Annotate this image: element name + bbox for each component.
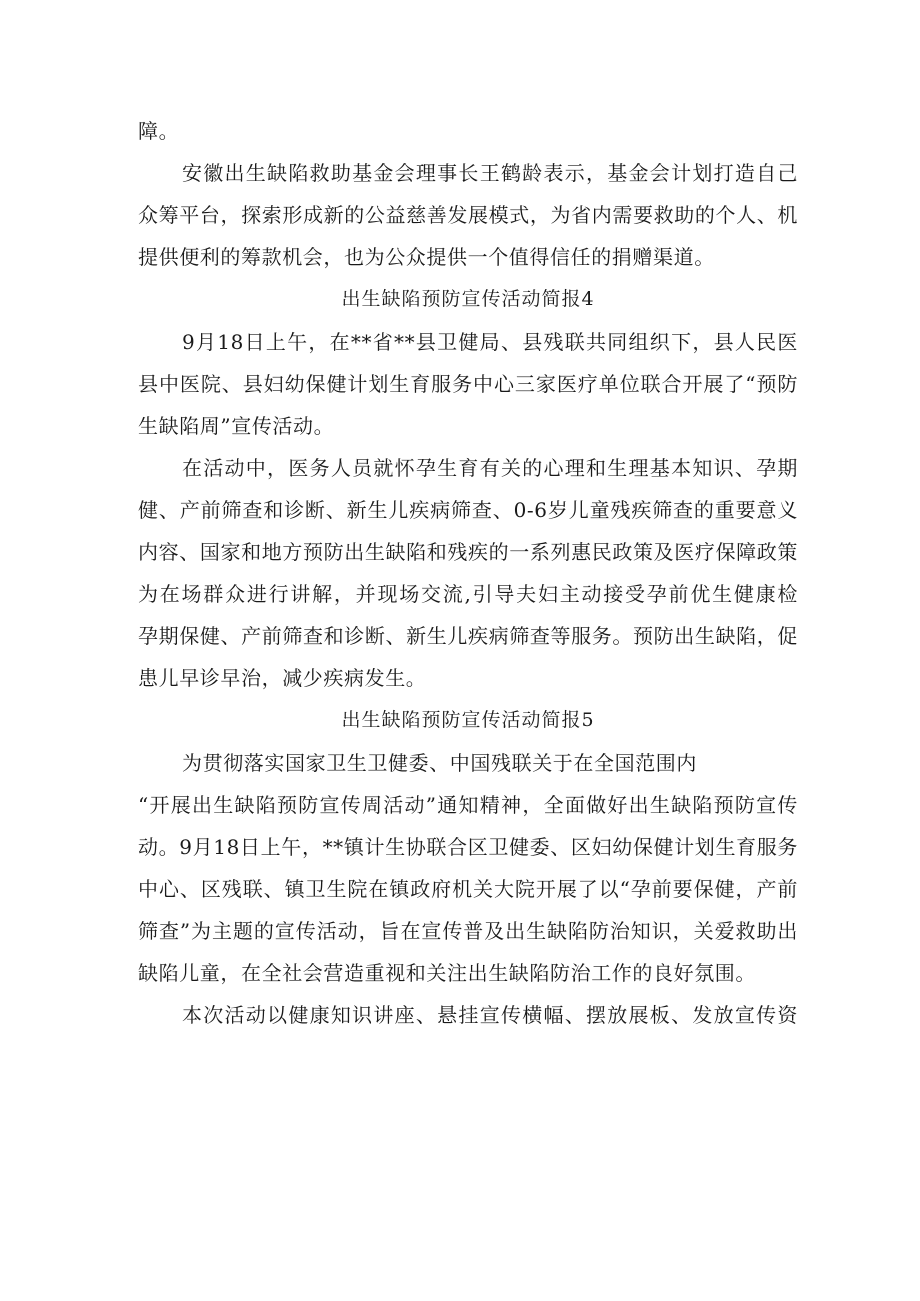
text-line: 动。9月18日上午，**镇计生协联合区卫健委、区妇幼保健计划生育服务 <box>138 835 798 859</box>
text-line: 县中医院、县妇幼保健计划生育服务中心三家医疗单位联合开展了“预防 <box>138 372 798 396</box>
text-line: 健、产前筛查和诊断、新生儿疾病筛查、0-6岁儿童残疾筛查的重要意义 <box>138 498 798 522</box>
text-line: 提供便利的筹款机会，也为公众提供一个值得信任的捐赠渠道。 <box>138 245 715 269</box>
text-line: 障。 <box>138 119 180 143</box>
text-line: 众筹平台，探索形成新的公益慈善发展模式，为省内需要救助的个人、机 <box>138 203 798 227</box>
text-line: 为贯彻落实国家卫生卫健委、中国残联关于在全国范围内 <box>182 751 697 775</box>
text-line: 为在场群众进行讲解，并现场交流,引导夫妇主动接受孕前优生健康检 <box>138 582 798 606</box>
text-line: 内容、国家和地方预防出生缺陷和残疾的一系列惠民政策及医疗保障政策 <box>138 540 798 564</box>
text-line: 9月18日上午，在**省**县卫健局、县残联共同组织下，县人民医 <box>182 330 798 354</box>
text-line: 孕期保健、产前筛查和诊断、新生儿疾病筛查等服务。预防出生缺陷，促 <box>138 624 798 648</box>
text-line: 中心、区残联、镇卫生院在镇政府机关大院开展了以“孕前要保健，产前 <box>138 877 798 901</box>
text-line: 在活动中，医务人员就怀孕生育有关的心理和生理基本知识、孕期 <box>182 456 798 480</box>
text-line: 缺陷儿童，在全社会营造重视和关注出生缺陷防治工作的良好氛围。 <box>138 961 756 985</box>
text-line: 患儿早诊早治，减少疾病发生。 <box>138 666 427 690</box>
text-line: 生缺陷周”宣传活动。 <box>138 414 335 438</box>
text-line: 筛查”为主题的宣传活动，旨在宣传普及出生缺陷防治知识，关爱救助出 <box>138 919 798 943</box>
text-line: “开展出生缺陷预防宣传周活动”通知精神，全面做好出生缺陷预防宣传 <box>138 793 798 817</box>
section-title: 出生缺陷预防宣传活动简报5 <box>341 709 595 731</box>
section-title: 出生缺陷预防宣传活动简报4 <box>341 288 595 310</box>
text-line: 安徽出生缺陷救助基金会理事长王鹤龄表示，基金会计划打造自己 <box>182 161 798 185</box>
text-line: 本次活动以健康知识讲座、悬挂宣传横幅、摆放展板、发放宣传资 <box>182 1003 798 1027</box>
document-page <box>138 110 798 1036</box>
